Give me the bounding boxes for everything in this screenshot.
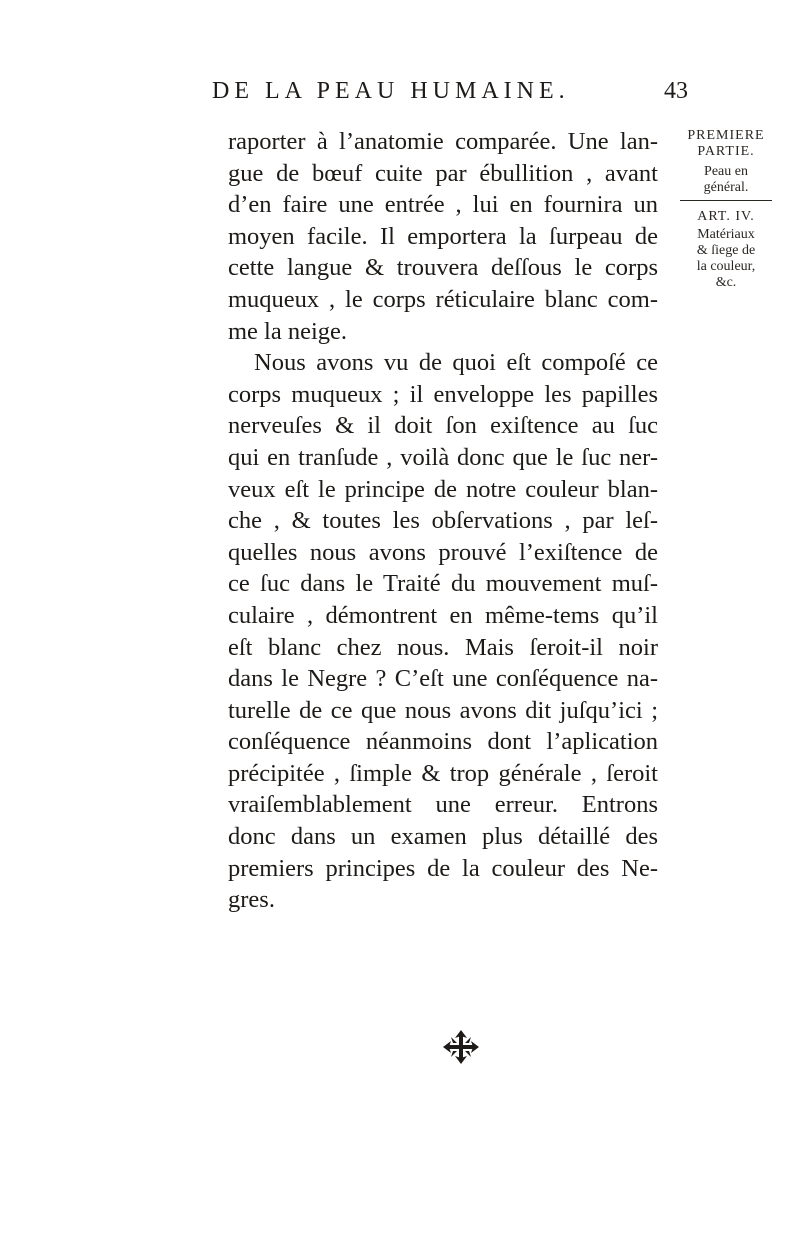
- text-line: Nous avons vu de quoi eſt compoſé ce: [254, 349, 658, 377]
- margin-article-text: & ſiege de: [696, 243, 756, 258]
- fleuron-ornament-icon: [443, 1030, 479, 1064]
- body-text: [228, 126, 658, 916]
- margin-notes: [672, 128, 780, 291]
- text-line: gue de bœuf cuite par ébullition , avant: [228, 159, 658, 187]
- text-line: vraiſemblablement une erreur. Entrons: [228, 791, 658, 819]
- text-line: d’en faire une entrée , lui en fournira un: [228, 191, 658, 219]
- running-head-title: DE LA PEAU HUMAINE.: [212, 78, 570, 104]
- text-line: culaire , démontrent en même-tems qu’il: [228, 601, 658, 629]
- text-line: premiers principes de la couleur des Ne-: [228, 854, 658, 882]
- text-line: nerveuſes & il doit ſon exiſtence au ſuc: [228, 412, 658, 440]
- text-line: turelle de ce que nous avons dit juſqu’ici ;: [228, 696, 658, 724]
- text-line: gres.: [228, 886, 275, 914]
- text-line: eſt blanc chez nous. Mais ſeroit-il noir: [228, 633, 658, 661]
- margin-part-label: PREMIERE: [687, 128, 765, 143]
- margin-section-label: Peau en: [704, 164, 748, 179]
- text-line: veux eſt le principe de notre couleur blan-: [228, 475, 658, 503]
- margin-section-label: général.: [703, 180, 749, 195]
- margin-article-text: &c.: [715, 275, 737, 290]
- text-line: me la neige.: [228, 317, 348, 345]
- text-line: conſéquence néanmoins dont l’aplication: [228, 728, 658, 756]
- text-line: cette langue & trouvera deſſous le corps: [228, 254, 658, 282]
- text-line: che , & toutes les obſervations , par leſ-: [228, 507, 658, 535]
- margin-article-label: ART. IV.: [697, 209, 755, 224]
- text-line: muqueux , le corps réticulaire blanc com-: [228, 285, 658, 313]
- text-line: raporter à l’anatomie comparée. Une lan-: [228, 128, 658, 155]
- text-line: ce ſuc dans le Traité du mouvement muſ-: [228, 570, 658, 598]
- text-line: corps muqueux ; il enveloppe les papilles: [228, 380, 658, 408]
- text-line: moyen facile. Il emportera la ſurpeau de: [228, 222, 658, 250]
- text-line: précipitée , ſimple & trop générale , ſeroit: [228, 759, 658, 787]
- running-head: [212, 78, 692, 105]
- text-line: dans le Negre ? C’eſt une conſéquence na-: [228, 665, 658, 693]
- page-number: 43: [664, 78, 688, 104]
- margin-part-label: PARTIE.: [697, 144, 755, 159]
- margin-article-text: la couleur,: [696, 259, 756, 274]
- margin-rule: [680, 200, 772, 201]
- text-line: donc dans un examen plus détaillé des: [228, 823, 658, 851]
- text-line: quelles nous avons prouvé l’exiſtence de: [228, 538, 658, 566]
- text-line: qui en tranſude , voilà donc que le ſuc ner-: [228, 443, 658, 471]
- margin-article-text: Matériaux: [697, 227, 755, 242]
